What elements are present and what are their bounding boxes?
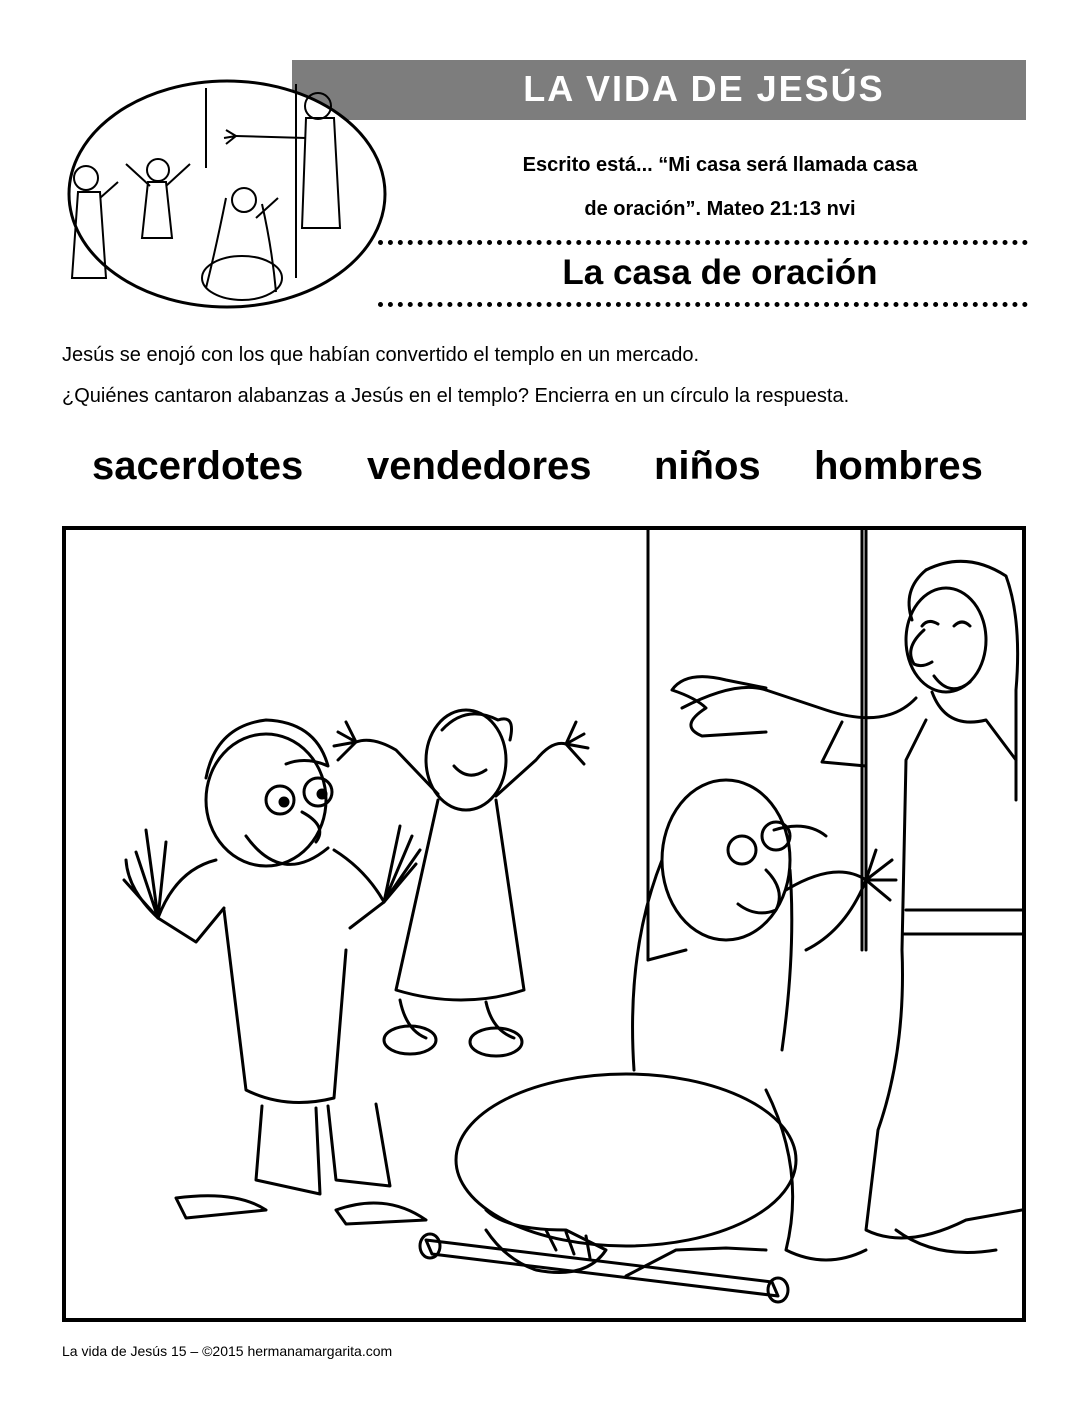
- bible-verse-line-2: de oración”. Mateo 21:13 nvi: [584, 198, 856, 220]
- bible-verse-line-1: Escrito está... “Mi casa será llamada casa: [522, 154, 918, 176]
- dotted-divider-bottom: [378, 302, 1028, 307]
- answer-option-sacerdotes[interactable]: sacerdotes: [92, 444, 304, 488]
- intro-paragraph: Jesús se enojó con los que habían convertido el templo en un mercado.: [62, 344, 700, 366]
- series-banner: [292, 60, 1026, 120]
- answer-option-vendedores[interactable]: vendedores: [367, 444, 592, 488]
- footer-credit: La vida de Jesús 15 – ©2015 hermanamargarita.com: [62, 1343, 393, 1359]
- coloring-illustration: [66, 530, 1022, 1318]
- answer-options: [62, 444, 1026, 494]
- dotted-divider-top: [378, 240, 1028, 245]
- question-paragraph: ¿Quiénes cantaron alabanzas a Jesús en el templo? Encierra en un círculo la respuesta.: [62, 385, 850, 407]
- lesson-title: La casa de oración: [562, 253, 878, 292]
- series-title: LA VIDA DE JESÚS: [523, 68, 885, 109]
- answer-option-hombres[interactable]: hombres: [814, 444, 983, 488]
- answer-option-ninos[interactable]: niños: [654, 444, 761, 488]
- coloring-illustration-frame: [62, 526, 1026, 1322]
- oval-illustration: [66, 78, 388, 310]
